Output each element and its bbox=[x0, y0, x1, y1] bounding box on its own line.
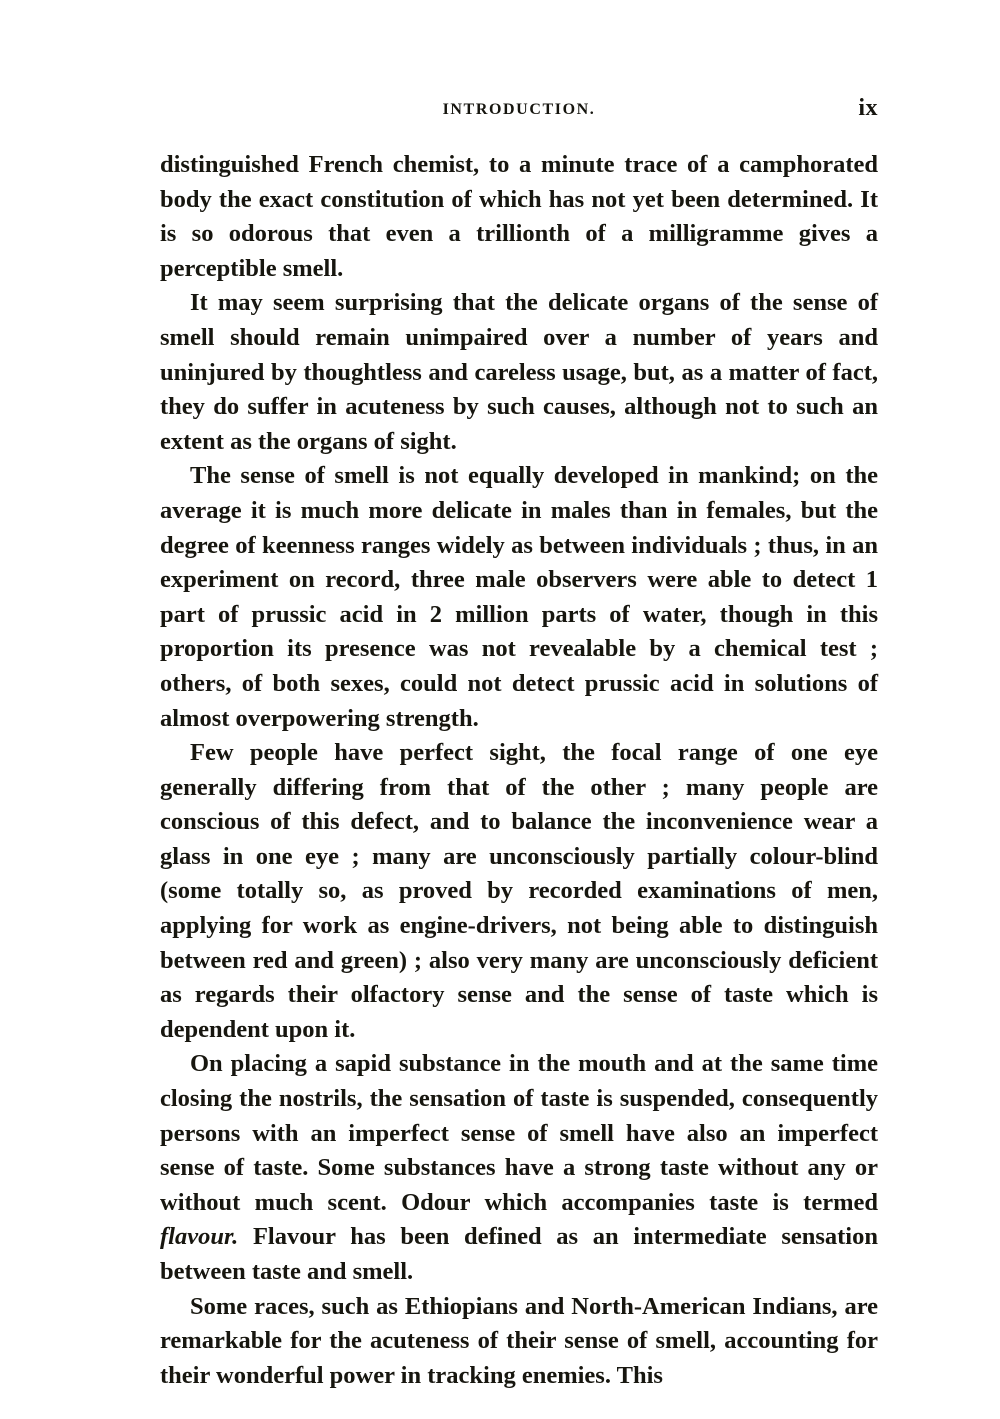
italic-term: flavour. bbox=[160, 1223, 239, 1251]
paragraph: distinguished French chemist, to a minute trace of a camphorated body the exact constitution of which has not yet been determined. It is so odorous that even a trillionth of a milligramme gives a perceptible smell. bbox=[160, 151, 878, 282]
running-head-title: INTRODUCTION. bbox=[442, 101, 596, 118]
paragraph: The sense of smell is not equally developed in mankind; on the average it is much more delicate in males than in females, but the degree of keenness ranges widely as between individuals ; thus, in an experiment on record, three male observers were able to detect 1 part of prussic acid in 2 million parts of water, though in this proportion its presence was not revealable by a chemical test ; others, of both sexes, could not detect prussic acid in solutions of almost overpowering strength. bbox=[160, 462, 878, 732]
paragraph: Some races, such as Ethiopians and North-American Indians, are remarkable for the acuteness of their sense of smell, accounting for their wonderful power in tracking enemies. This bbox=[160, 1292, 878, 1389]
paragraph: On placing a sapid substance in the mouth and at the same time closing the nostrils, the sensation of taste is suspended, consequently persons with an imperfect sense of smell have also an imperfect sense of taste. Some substances have a strong taste without any or without much scent. Odour which accompanies taste is termed flavour. Flavour has been defined as an intermediate sensation between taste and smell. bbox=[160, 1050, 878, 1285]
paragraph: Few people have perfect sight, the focal range of one eye generally differing from that of the other ; many people are conscious of this defect, and to balance the inconvenience wear a glass in one eye ; many are unconsciously partially colour-blind (some totally so, as proved by recorded examinations of men, applying for work as engine-drivers, not being able to distinguish between red and green) ; also very many are unconsciously deficient as regards their olfactory sense and the sense of taste which is dependent upon it. bbox=[160, 739, 878, 1043]
page-number: ix bbox=[858, 95, 878, 121]
paragraph: It may seem surprising that the delicate organs of the sense of smell should remain unimpaired over a number of years and uninjured by thoughtless and careless usage, but, as a matter of fact, they do suffer in acuteness by such causes, although not to such an extent as the organs of sight. bbox=[160, 289, 878, 455]
body-text-block bbox=[160, 148, 878, 1393]
running-head bbox=[160, 95, 878, 126]
